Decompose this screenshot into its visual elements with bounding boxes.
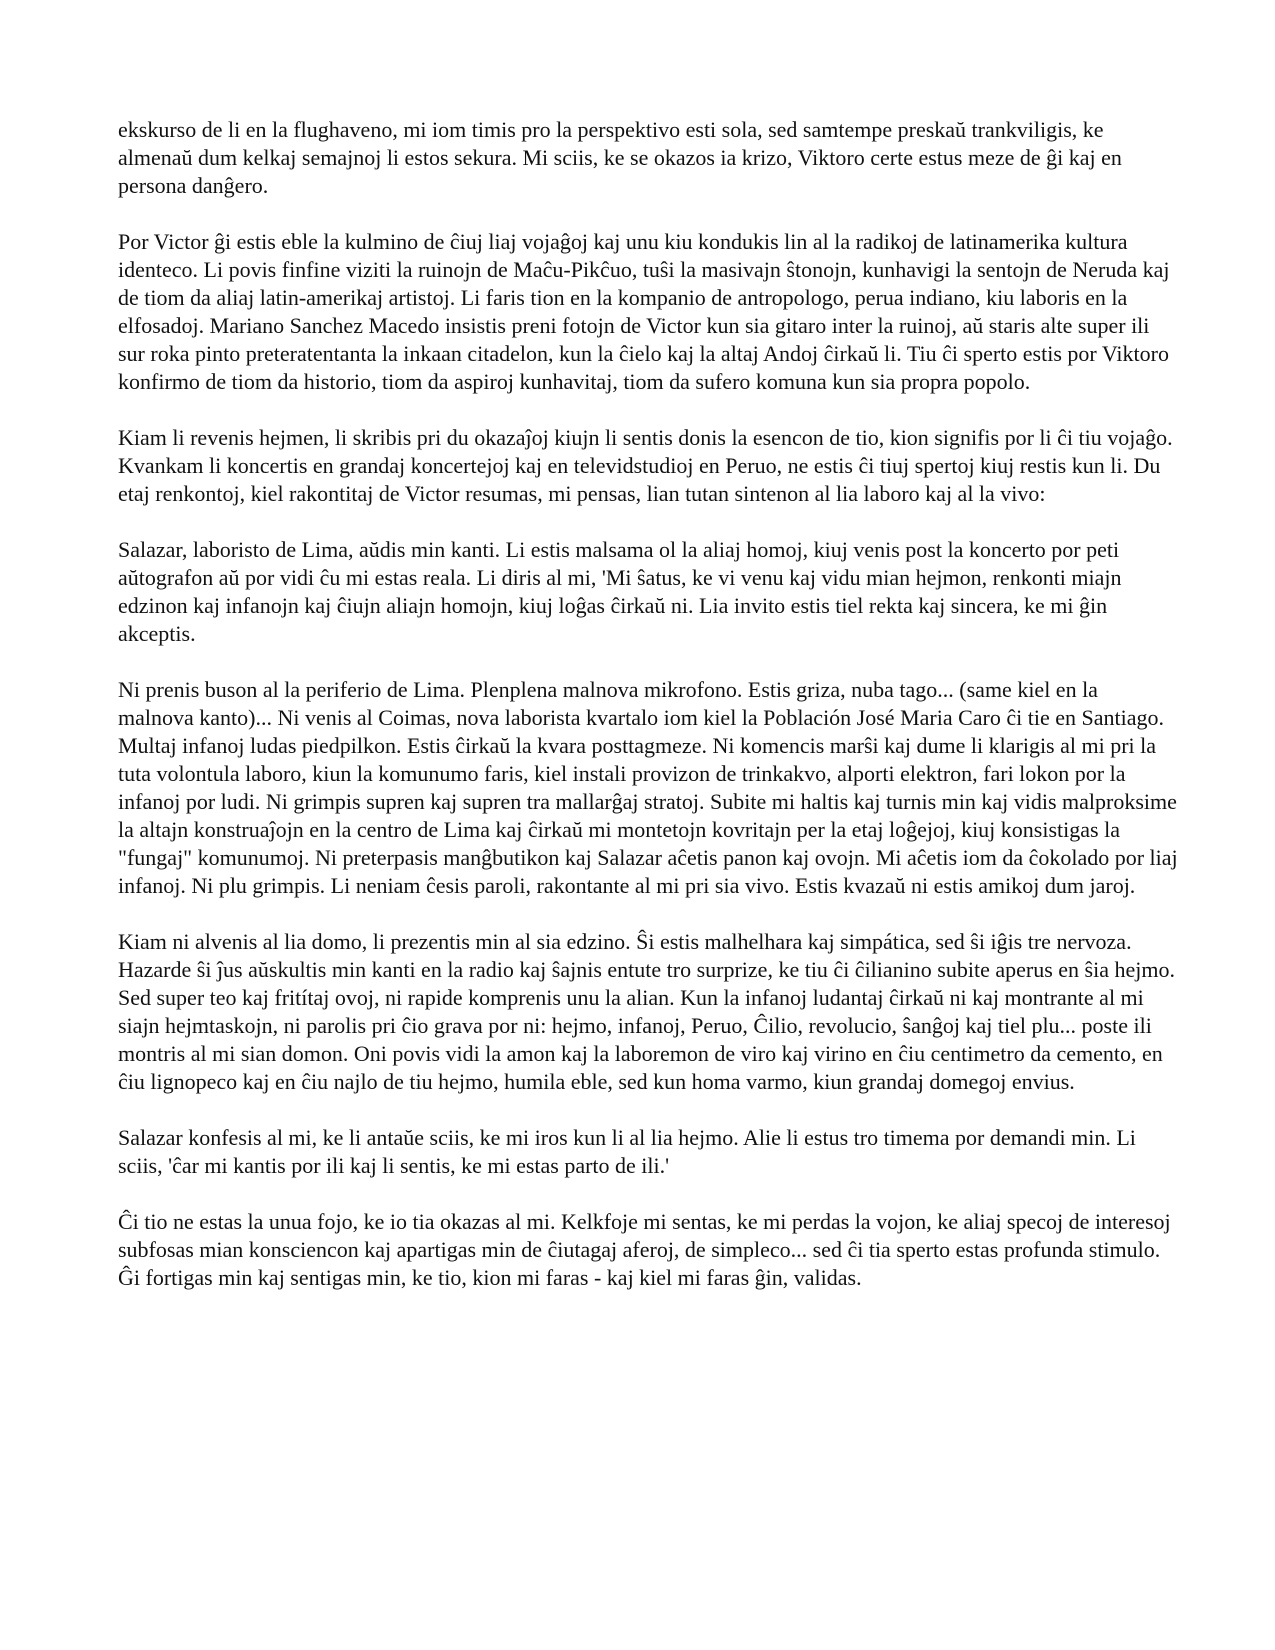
paragraph-5: Ni prenis buson al la periferio de Lima. Plenplena malnova mikrofono. Estis griza, nuba tago... (same kiel en la malnova kanto)... Ni venis al Coimas, nova laborista kvartalo iom kiel la Población José Maria Caro ĉi tie en Santiago. Multaj infanoj ludas piedpilkon. Estis ĉirkaŭ la kvara posttagmeze. Ni komencis marŝi kaj dume li klarigis al mi pri la tuta volontula laboro, kiun la komunumo faris, kiel instali provizon de trinkakvo, alporti elektron, fari lokon por la infanoj por ludi. Ni grimpis supren kaj supren tra mallarĝaj stratoj. Subite mi haltis kaj turnis min kaj vidis malproksime la altajn konstruaĵojn en la centro de Lima kaj ĉirkaŭ mi montetojn kovritajn per la etaj loĝejoj, kiuj konsistigas la "fungaj" komunumoj. Ni preterpasis manĝbutikon kaj Salazar aĉetis panon kaj ovojn. Mi aĉetis iom da ĉokolado por liaj infanoj. Ni plu grimpis. Li neniam ĉesis paroli, rakontante al mi pri sia vivo. Estis kvazaŭ ni estis amikoj dum jaroj. (118, 677, 1178, 898)
paragraph-8: Ĉi tio ne estas la unua fojo, ke io tia okazas al mi. Kelkfoje mi sentas, ke mi perdas la vojon, ke aliaj specoj de interesoj subfosas mian konsciencon kaj apartigas min de ĉiutagaj aferoj, de simpleco... sed ĉi tia sperto estas profunda stimulo. Ĝi fortigas min kaj sentigas min, ke tio, kion mi faras - kaj kiel mi faras ĝin, validas. (118, 1209, 1171, 1290)
paragraph-2: Por Victor ĝi estis eble la kulmino de ĉiuj liaj vojaĝoj kaj unu kiu kondukis lin al la radikoj de latinamerika kultura identeco. Li povis finfine viziti la ruinojn de Maĉu-Pikĉuo, tuŝi la masivajn ŝtonojn, kunhavigi la sentojn de Neruda kaj de tiom da aliaj latin-amerikaj artistoj. Li faris tion en la kompanio de antropologo, perua indiano, kiu laboris en la elfosadoj. Mariano Sanchez Macedo insistis preni fotojn de Victor kun sia gitaro inter la ruinoj, aŭ staris alte super ili sur roka pinto preteratentanta la inkaan citadelon, kun la ĉielo kaj la altaj Andoj ĉirkaŭ li. Tiu ĉi sperto estis por Viktoro konfirmo de tiom da historio, tiom da aspiroj kunhavitaj, tiom da sufero komuna kun sia propra popolo. (118, 229, 1170, 394)
document-page (118, 116, 1178, 1292)
paragraph-4: Salazar, laboristo de Lima, aŭdis min kanti. Li estis malsama ol la aliaj homoj, kiuj venis post la koncerto por peti aŭtografon aŭ por vidi ĉu mi estas reala. Li diris al mi, 'Mi ŝatus, ke vi venu kaj vidu mian hejmon, renkonti miajn edzinon kaj infanojn kaj ĉiujn aliajn homojn, kiuj loĝas ĉirkaŭ ni. Lia invito estis tiel rekta kaj sincera, ke mi ĝin akceptis. (118, 537, 1122, 646)
paragraph-6: Kiam ni alvenis al lia domo, li prezentis min al sia edzino. Ŝi estis malhelhara kaj simpática, sed ŝi iĝis tre nervoza. Hazarde ŝi ĵus aŭskultis min kanti en la radio kaj ŝajnis entute tro surprize, ke tiu ĉi ĉilianino subite aperus en ŝia hejmo. Sed super teo kaj fritítaj ovoj, ni rapide komprenis unu la alian. Kun la infanoj ludantaj ĉirkaŭ ni kaj montrante al mi siajn hejmtaskojn, ni parolis pri ĉio grava por ni: hejmo, infanoj, Peruo, Ĉilio, revolucio, ŝanĝoj kaj tiel plu... poste ili montris al mi sian domon. Oni povis vidi la amon kaj la laboremon de viro kaj virino en ĉiu centimetro da cemento, en ĉiu lignopeco kaj en ĉiu najlo de tiu hejmo, humila eble, sed kun homa varmo, kiun grandaj domegoj envius. (118, 929, 1175, 1094)
paragraph-1: ekskurso de li en la flughaveno, mi iom timis pro la perspektivo esti sola, sed samtempe preskaŭ trankviligis, ke almenaŭ dum kelkaj semajnoj li estos sekura. Mi sciis, ke se okazos ia krizo, Viktoro certe estus meze de ĝi kaj en persona danĝero. (118, 117, 1122, 198)
paragraph-7: Salazar konfesis al mi, ke li antaŭe sciis, ke mi iros kun li al lia hejmo. Alie li estus tro timema por demandi min. Li sciis, 'ĉar mi kantis por ili kaj li sentis, ke mi estas parto de ili.' (118, 1125, 1136, 1178)
paragraph-3: Kiam li revenis hejmen, li skribis pri du okazaĵoj kiujn li sentis donis la esencon de tio, kion signifis por li ĉi tiu vojaĝo. Kvankam li koncertis en grandaj koncertejoj kaj en televidstudioj en Peruo, ne estis ĉi tiuj spertoj kiuj restis kun li. Du etaj renkontoj, kiel rakontitaj de Victor resumas, mi pensas, lian tutan sintenon al lia laboro kaj al la vivo: (118, 425, 1173, 506)
